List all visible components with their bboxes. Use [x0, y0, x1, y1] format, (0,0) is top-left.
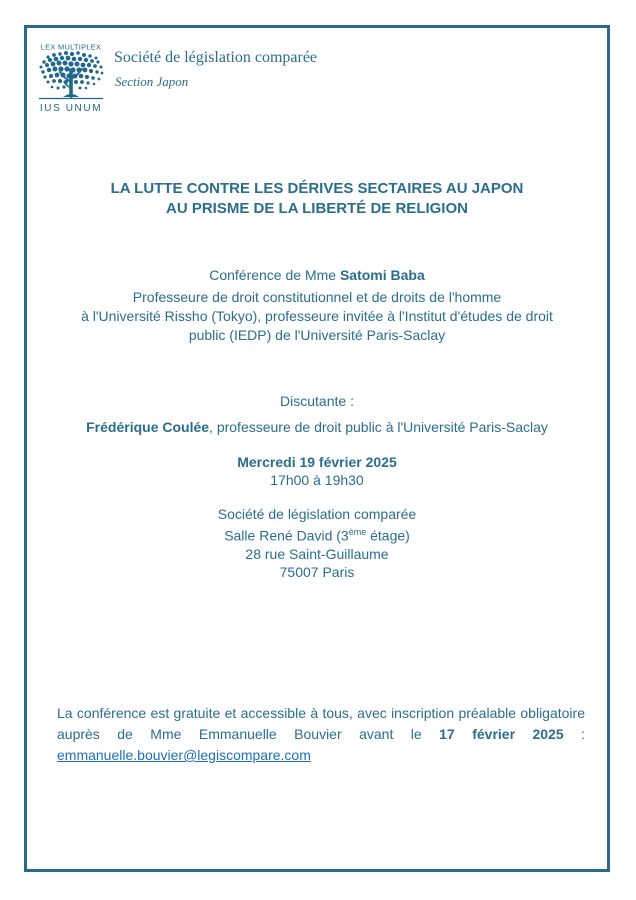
scl-logo	[36, 41, 106, 115]
lex-multiplex-tree-icon	[36, 41, 106, 115]
speaker-bio	[27, 288, 607, 345]
registration-text-2: :	[563, 726, 585, 742]
conference-title-line-2: AU PRISME DE LA LIBERTÉ DE RELIGION	[166, 200, 468, 217]
speaker-bio-line-2: à l'Université Rissho (Tokyo), professeure invitée à l'Institut d'études de droit	[81, 308, 553, 324]
speaker-bio-line-3: public (IEDP) de l'Université Paris-Saclay	[188, 327, 446, 343]
venue-room-floor-sup: ème	[348, 527, 367, 537]
venue-room	[27, 523, 607, 545]
conference-title	[27, 179, 607, 219]
speaker-bio-line-1: Professeure de droit constitutionnel et de droits de l'homme	[132, 289, 502, 305]
venue-room-suffix: étage)	[366, 527, 410, 544]
event-venue	[27, 505, 607, 581]
registration-text-1: La conférence est gratuite et accessible à tous, avec inscription préalable obligatoire auprès de Mme Emmanuelle Bouvier avant le	[57, 705, 585, 742]
conference-title-line-1: LA LUTTE CONTRE LES DÉRIVES SECTAIRES AU JAPON	[110, 180, 524, 197]
discussant-name: Frédérique Coulée	[86, 419, 210, 435]
registration-deadline: 17 février 2025	[439, 726, 564, 742]
event-date: Mercredi 19 février 2025	[237, 454, 397, 470]
venue-address: 28 rue Saint-Guillaume	[245, 545, 389, 562]
speaker-intro	[27, 267, 607, 283]
discussant-role: , professeure de droit public à l'Université Paris-Saclay	[209, 419, 548, 435]
registration-email-link[interactable]: emmanuelle.bouvier@legiscompare.com	[57, 747, 311, 763]
event-datetime	[27, 453, 607, 489]
speaker-intro-prefix: Conférence de Mme	[209, 267, 340, 283]
discussant-line	[27, 419, 607, 435]
venue-name: Société de législation comparée	[217, 506, 417, 522]
section-name: Section Japon	[115, 74, 189, 89]
speaker-name: Satomi Baba	[339, 267, 425, 283]
logo-lex-multiplex-text: LEX MULTIPLEX	[40, 42, 102, 52]
logo-ius-unum-text: IUS UNUM	[39, 103, 103, 114]
organization-name: Société de législation comparée	[114, 49, 318, 66]
event-time: 17h00 à 19h30	[270, 472, 364, 488]
discussant-label: Discutante :	[280, 393, 354, 409]
venue-room-prefix: Salle René David (3	[224, 527, 349, 544]
venue-city: 75007 Paris	[279, 563, 355, 580]
registration-note	[57, 703, 585, 766]
